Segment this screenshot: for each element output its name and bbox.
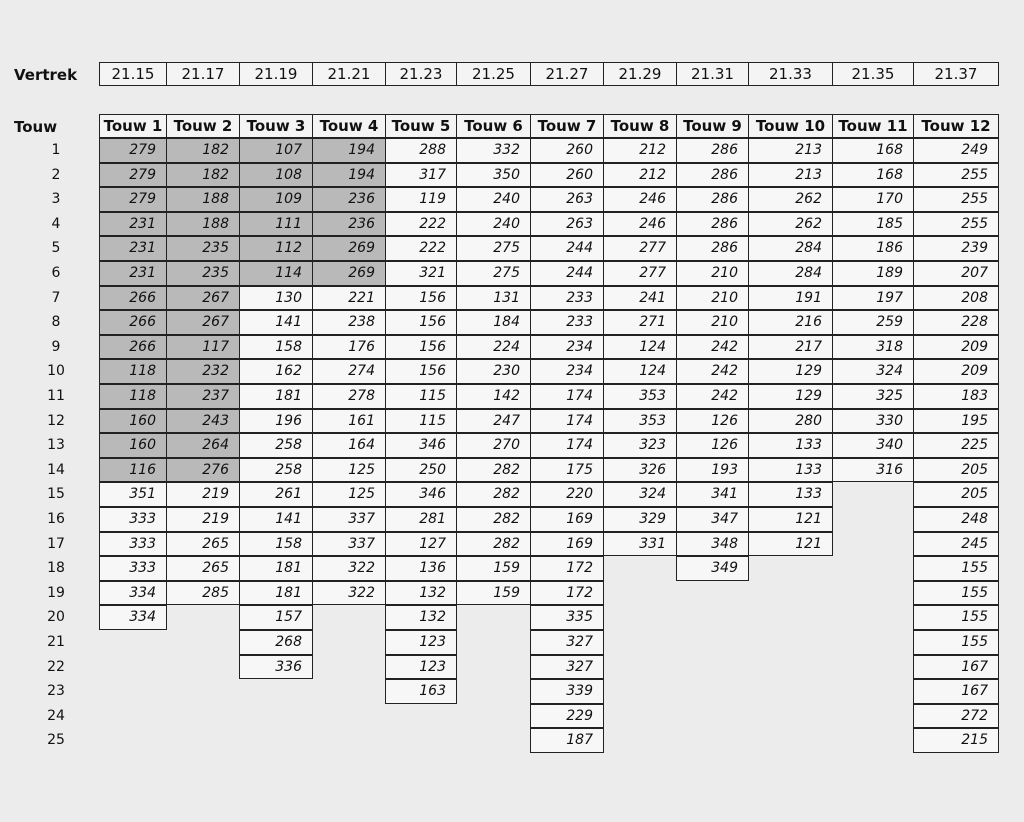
table-cell: 189 (832, 261, 914, 286)
table-cell: 112 (239, 236, 313, 261)
table-cell: 278 (312, 384, 386, 409)
table-cell: 318 (832, 335, 914, 360)
table-cell: 121 (748, 507, 833, 532)
departure-time: 21.23 (385, 62, 457, 86)
table-cell: 260 (530, 163, 604, 188)
departure-time: 21.33 (748, 62, 833, 86)
table-cell: 125 (312, 482, 386, 507)
table-cell: 210 (676, 310, 749, 335)
table-cell: 275 (456, 236, 531, 261)
table-cell: 258 (239, 433, 313, 458)
table-cell: 219 (166, 507, 240, 532)
table-cell: 116 (99, 458, 167, 483)
table-cell: 238 (312, 310, 386, 335)
table-cell: 269 (312, 261, 386, 286)
table-cell: 126 (676, 433, 749, 458)
table-cell: 231 (99, 212, 167, 237)
table-cell: 167 (913, 655, 999, 680)
table-cell: 125 (312, 458, 386, 483)
table-cell: 260 (530, 138, 604, 163)
column-header: Touw 11 (832, 114, 914, 138)
table-cell: 237 (166, 384, 240, 409)
table-cell: 129 (748, 384, 833, 409)
column-header: Touw 9 (676, 114, 749, 138)
table-cell: 235 (166, 236, 240, 261)
table-cell: 164 (312, 433, 386, 458)
table-cell: 316 (832, 458, 914, 483)
table-cell: 155 (913, 556, 999, 581)
table-cell: 181 (239, 556, 313, 581)
table-cell: 282 (456, 507, 531, 532)
table-cell: 333 (99, 532, 167, 557)
table-cell: 208 (913, 286, 999, 311)
row-number: 17 (47, 535, 65, 552)
table-cell: 263 (530, 187, 604, 212)
table-cell: 168 (832, 163, 914, 188)
row-number: 1 (51, 142, 61, 158)
table-cell: 335 (530, 605, 604, 630)
table-cell: 188 (166, 212, 240, 237)
table-cell: 156 (385, 286, 457, 311)
table-cell: 239 (913, 236, 999, 261)
table-cell: 332 (456, 138, 531, 163)
table-cell: 136 (385, 556, 457, 581)
table-cell: 262 (748, 212, 833, 237)
row-number: 13 (47, 437, 65, 454)
table-cell: 231 (99, 236, 167, 261)
column-header: Touw 4 (312, 114, 386, 138)
table-cell: 279 (99, 138, 167, 163)
table-cell: 243 (166, 409, 240, 434)
table-cell: 325 (832, 384, 914, 409)
table-cell: 244 (530, 261, 604, 286)
table-cell: 246 (603, 212, 677, 237)
table-cell: 156 (385, 310, 457, 335)
row-number: 20 (47, 609, 65, 626)
row-number: 25 (47, 732, 65, 749)
table-cell: 107 (239, 138, 313, 163)
table-cell: 169 (530, 507, 604, 532)
table-cell: 185 (832, 212, 914, 237)
table-cell: 329 (603, 507, 677, 532)
table-cell: 282 (456, 458, 531, 483)
table-cell: 333 (99, 556, 167, 581)
table-cell: 267 (166, 286, 240, 311)
table-cell: 197 (832, 286, 914, 311)
table-cell: 115 (385, 409, 457, 434)
departure-time: 21.31 (676, 62, 749, 86)
table-cell: 236 (312, 212, 386, 237)
table-cell: 327 (530, 655, 604, 680)
table-cell: 133 (748, 458, 833, 483)
table-cell: 220 (530, 482, 604, 507)
table-cell: 182 (166, 138, 240, 163)
table-cell: 132 (385, 605, 457, 630)
table-cell: 341 (676, 482, 749, 507)
table-cell: 282 (456, 482, 531, 507)
table-cell: 327 (530, 630, 604, 655)
table-cell: 255 (913, 187, 999, 212)
row-number: 6 (51, 265, 61, 281)
table-cell: 326 (603, 458, 677, 483)
row-number: 15 (47, 486, 65, 503)
row-number: 18 (47, 560, 65, 577)
table-cell: 277 (603, 261, 677, 286)
table-cell: 330 (832, 409, 914, 434)
table-cell: 181 (239, 384, 313, 409)
departure-time: 21.27 (530, 62, 604, 86)
column-header: Touw 8 (603, 114, 677, 138)
departure-time: 21.25 (456, 62, 531, 86)
table-cell: 156 (385, 359, 457, 384)
table-cell: 229 (530, 704, 604, 729)
table-cell: 334 (99, 605, 167, 630)
table-cell: 213 (748, 138, 833, 163)
table-cell: 350 (456, 163, 531, 188)
table-cell: 246 (603, 187, 677, 212)
row-number: 3 (51, 191, 61, 208)
table-cell: 284 (748, 261, 833, 286)
table-cell: 284 (748, 236, 833, 261)
column-header: Touw 1 (99, 114, 167, 138)
row-number: 14 (47, 461, 65, 478)
table-cell: 225 (913, 433, 999, 458)
table-cell: 247 (456, 409, 531, 434)
table-cell: 261 (239, 482, 313, 507)
table-cell: 196 (239, 409, 313, 434)
row-number: 2 (51, 166, 61, 183)
column-header: Touw 2 (166, 114, 240, 138)
table-cell: 241 (603, 286, 677, 311)
table-cell: 117 (166, 335, 240, 360)
table-cell: 129 (748, 359, 833, 384)
table-cell: 175 (530, 458, 604, 483)
table-cell: 231 (99, 261, 167, 286)
table-cell: 141 (239, 310, 313, 335)
column-header: Touw 3 (239, 114, 313, 138)
row-number: 21 (47, 634, 65, 650)
table-cell: 124 (603, 335, 677, 360)
row-number: 7 (51, 289, 61, 306)
table-cell: 245 (913, 532, 999, 557)
table-cell: 323 (603, 433, 677, 458)
row-number: 12 (47, 412, 65, 429)
table-cell: 141 (239, 507, 313, 532)
table-cell: 123 (385, 630, 457, 655)
table-cell: 339 (530, 679, 604, 704)
table-cell: 276 (166, 458, 240, 483)
table-cell: 321 (385, 261, 457, 286)
departure-time: 21.37 (913, 62, 999, 86)
table-cell: 274 (312, 359, 386, 384)
table-cell: 353 (603, 384, 677, 409)
table-cell: 337 (312, 507, 386, 532)
row-number: 8 (51, 314, 61, 331)
departure-time: 21.29 (603, 62, 677, 86)
table-cell: 170 (832, 187, 914, 212)
table-cell: 157 (239, 605, 313, 630)
table-cell: 268 (239, 630, 313, 655)
table-cell: 322 (312, 581, 386, 606)
table-cell: 176 (312, 335, 386, 360)
table-cell: 118 (99, 359, 167, 384)
column-header: Touw 5 (385, 114, 457, 138)
table-cell: 258 (239, 458, 313, 483)
table-cell: 340 (832, 433, 914, 458)
table-cell: 210 (676, 286, 749, 311)
table-cell: 158 (239, 532, 313, 557)
table-cell: 233 (530, 310, 604, 335)
table-cell: 242 (676, 384, 749, 409)
table-cell: 233 (530, 286, 604, 311)
table-cell: 167 (913, 679, 999, 704)
departure-time: 21.17 (166, 62, 240, 86)
column-header: Touw 7 (530, 114, 604, 138)
table-cell: 160 (99, 433, 167, 458)
table-cell: 212 (603, 163, 677, 188)
table-cell: 286 (676, 187, 749, 212)
table-cell: 240 (456, 187, 531, 212)
table-cell: 209 (913, 335, 999, 360)
table-cell: 158 (239, 335, 313, 360)
table-cell: 266 (99, 286, 167, 311)
table-cell: 270 (456, 433, 531, 458)
table-cell: 286 (676, 138, 749, 163)
departure-time: 21.15 (99, 62, 167, 86)
table-cell: 108 (239, 163, 313, 188)
row-number: 23 (47, 683, 65, 700)
table-cell: 348 (676, 532, 749, 557)
table-cell: 187 (530, 728, 604, 753)
table-cell: 262 (748, 187, 833, 212)
table-cell: 336 (239, 655, 313, 680)
table-cell: 346 (385, 433, 457, 458)
table-cell: 255 (913, 163, 999, 188)
table-cell: 266 (99, 310, 167, 335)
table-cell: 127 (385, 532, 457, 557)
table-cell: 265 (166, 532, 240, 557)
table-cell: 215 (913, 728, 999, 753)
table-cell: 119 (385, 187, 457, 212)
table-cell: 155 (913, 581, 999, 606)
table-cell: 333 (99, 507, 167, 532)
table-cell: 163 (385, 679, 457, 704)
table-cell: 279 (99, 163, 167, 188)
table-cell: 126 (676, 409, 749, 434)
table-cell: 182 (166, 163, 240, 188)
table-cell: 131 (456, 286, 531, 311)
column-header: Touw 12 (913, 114, 999, 138)
table-cell: 242 (676, 335, 749, 360)
table-cell: 207 (913, 261, 999, 286)
table-cell: 240 (456, 212, 531, 237)
table-cell: 324 (832, 359, 914, 384)
table-cell: 212 (603, 138, 677, 163)
table-cell: 235 (166, 261, 240, 286)
table-cell: 280 (748, 409, 833, 434)
table-cell: 236 (312, 187, 386, 212)
table-cell: 114 (239, 261, 313, 286)
table-cell: 255 (913, 212, 999, 237)
table-cell: 216 (748, 310, 833, 335)
table-cell: 349 (676, 556, 749, 581)
table-cell: 161 (312, 409, 386, 434)
table-cell: 281 (385, 507, 457, 532)
table-cell: 351 (99, 482, 167, 507)
table-cell: 353 (603, 409, 677, 434)
column-header: Touw 6 (456, 114, 531, 138)
table-cell: 156 (385, 335, 457, 360)
table-cell: 277 (603, 236, 677, 261)
table-cell: 271 (603, 310, 677, 335)
table-cell: 221 (312, 286, 386, 311)
table-cell: 174 (530, 409, 604, 434)
table-cell: 346 (385, 482, 457, 507)
table-cell: 288 (385, 138, 457, 163)
vertrek-label: Vertrek (14, 66, 78, 84)
table-cell: 191 (748, 286, 833, 311)
table-cell: 269 (312, 236, 386, 261)
table-cell: 224 (456, 335, 531, 360)
table-cell: 244 (530, 236, 604, 261)
table-cell: 172 (530, 581, 604, 606)
table-cell: 205 (913, 482, 999, 507)
table-cell: 334 (99, 581, 167, 606)
table-cell: 210 (676, 261, 749, 286)
row-number: 4 (51, 215, 61, 232)
table-cell: 111 (239, 212, 313, 237)
table-cell: 219 (166, 482, 240, 507)
table-cell: 186 (832, 236, 914, 261)
table-cell: 267 (166, 310, 240, 335)
table-cell: 121 (748, 532, 833, 557)
table-cell: 115 (385, 384, 457, 409)
table-cell: 230 (456, 359, 531, 384)
table-cell: 118 (99, 384, 167, 409)
table-cell: 272 (913, 704, 999, 729)
table-cell: 234 (530, 359, 604, 384)
table-cell: 275 (456, 261, 531, 286)
table-cell: 174 (530, 433, 604, 458)
table-cell: 188 (166, 187, 240, 212)
table-cell: 222 (385, 212, 457, 237)
table-cell: 123 (385, 655, 457, 680)
table-cell: 174 (530, 384, 604, 409)
table-cell: 169 (530, 532, 604, 557)
table-cell: 265 (166, 556, 240, 581)
table-cell: 181 (239, 581, 313, 606)
table-cell: 194 (312, 138, 386, 163)
table-cell: 194 (312, 163, 386, 188)
column-header: Touw 10 (748, 114, 833, 138)
table-cell: 347 (676, 507, 749, 532)
row-number: 19 (47, 584, 65, 601)
table-cell: 259 (832, 310, 914, 335)
table-cell: 232 (166, 359, 240, 384)
table-cell: 279 (99, 187, 167, 212)
table-cell: 130 (239, 286, 313, 311)
table-cell: 282 (456, 532, 531, 557)
table-cell: 142 (456, 384, 531, 409)
table-cell: 286 (676, 236, 749, 261)
table-cell: 222 (385, 236, 457, 261)
row-number: 5 (51, 240, 61, 257)
table-cell: 242 (676, 359, 749, 384)
row-number: 24 (47, 707, 65, 724)
table-cell: 195 (913, 409, 999, 434)
table-cell: 132 (385, 581, 457, 606)
table-cell: 286 (676, 212, 749, 237)
row-number: 10 (47, 363, 65, 380)
table-cell: 133 (748, 482, 833, 507)
table-cell: 317 (385, 163, 457, 188)
table-cell: 184 (456, 310, 531, 335)
table-cell: 155 (913, 630, 999, 655)
table-cell: 264 (166, 433, 240, 458)
table-cell: 155 (913, 605, 999, 630)
table-cell: 159 (456, 556, 531, 581)
table-cell: 172 (530, 556, 604, 581)
table-cell: 213 (748, 163, 833, 188)
table-cell: 168 (832, 138, 914, 163)
table-cell: 234 (530, 335, 604, 360)
table-cell: 263 (530, 212, 604, 237)
table-cell: 286 (676, 163, 749, 188)
table-cell: 160 (99, 409, 167, 434)
table-cell: 322 (312, 556, 386, 581)
row-number: 9 (51, 338, 61, 355)
table-cell: 205 (913, 458, 999, 483)
table-cell: 162 (239, 359, 313, 384)
table-cell: 266 (99, 335, 167, 360)
table-cell: 133 (748, 433, 833, 458)
table-cell: 248 (913, 507, 999, 532)
row-number: 16 (47, 511, 65, 527)
table-cell: 285 (166, 581, 240, 606)
table-cell: 124 (603, 359, 677, 384)
table-cell: 193 (676, 458, 749, 483)
departure-time: 21.35 (832, 62, 914, 86)
departure-time: 21.21 (312, 62, 386, 86)
table-cell: 109 (239, 187, 313, 212)
row-number: 11 (47, 388, 65, 404)
row-number: 22 (47, 658, 65, 675)
table-cell: 217 (748, 335, 833, 360)
table-cell: 228 (913, 310, 999, 335)
table-cell: 183 (913, 384, 999, 409)
table-cell: 331 (603, 532, 677, 557)
table-cell: 209 (913, 359, 999, 384)
table-cell: 249 (913, 138, 999, 163)
table-cell: 159 (456, 581, 531, 606)
table-cell: 250 (385, 458, 457, 483)
table-cell: 337 (312, 532, 386, 557)
table-cell: 324 (603, 482, 677, 507)
departure-time: 21.19 (239, 62, 313, 86)
touw-label: Touw (14, 118, 58, 136)
